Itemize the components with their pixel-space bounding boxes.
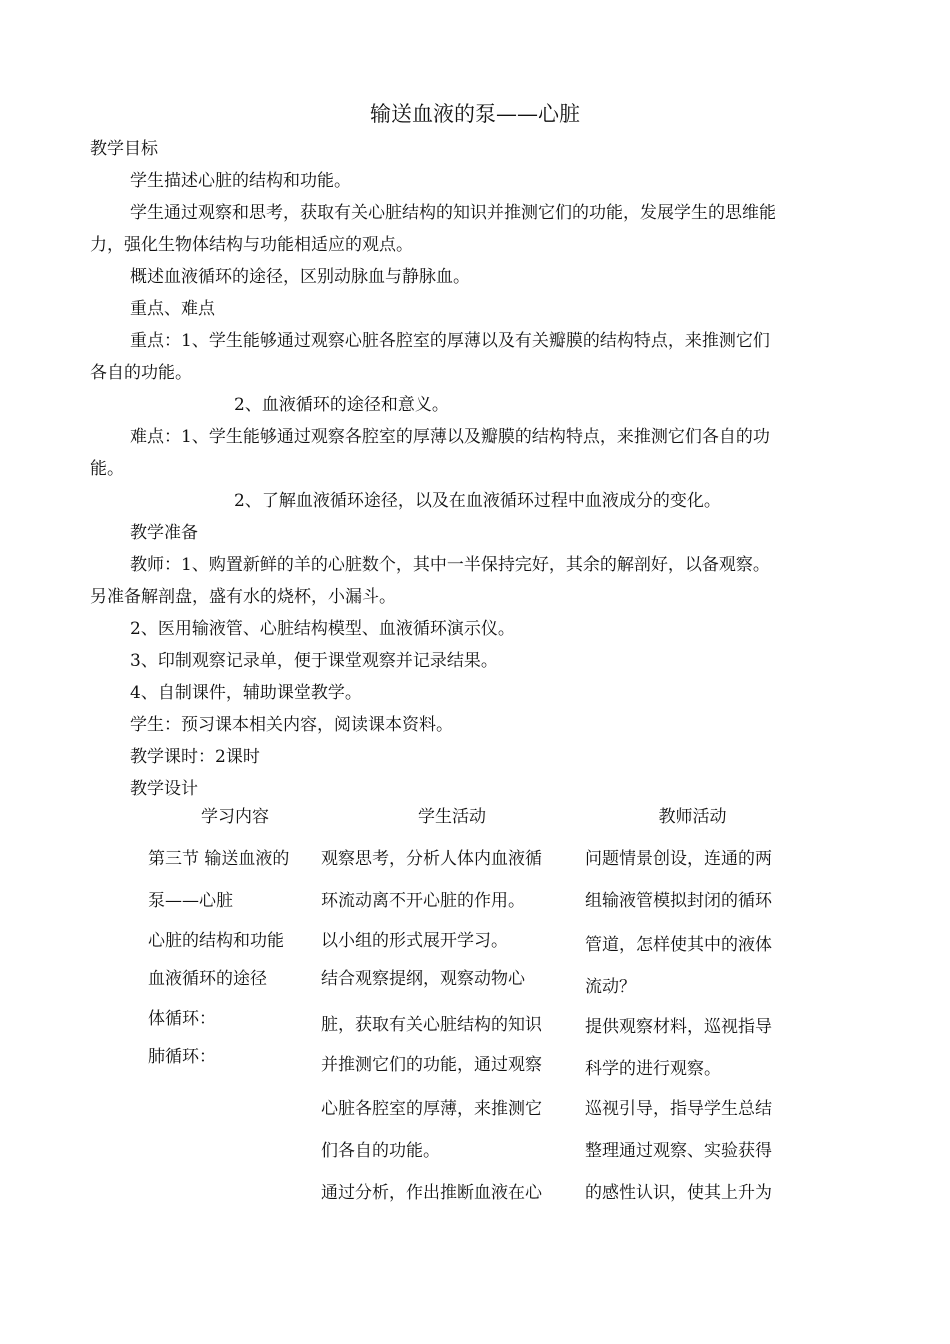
paragraph: 另准备解剖盘，盛有水的烧杯，小漏斗。 xyxy=(90,587,396,607)
table-cell-line: 以小组的形式展开学习。 xyxy=(321,931,508,951)
table-header-teacher: 教师活动 xyxy=(658,807,727,827)
table-cell-line: 环流动离不开心脏的作用。 xyxy=(321,891,525,911)
paragraph: 重点：1、学生能够通过观察心脏各腔室的厚薄以及有关瓣膜的结构特点，来推测它们 xyxy=(130,331,770,351)
table-header-student: 学生活动 xyxy=(418,807,486,827)
paragraph: 难点：1、学生能够通过观察各腔室的厚薄以及瓣膜的结构特点，来推测它们各自的功 xyxy=(130,427,770,447)
table-cell-line: 并推测它们的功能，通过观察 xyxy=(321,1055,542,1075)
paragraph: 学生：预习课本相关内容，阅读课本资料。 xyxy=(130,715,453,735)
table-cell-line: 肺循环： xyxy=(148,1047,216,1067)
section-heading-design: 教学设计 xyxy=(130,779,198,799)
paragraph: 力，强化生物体结构与功能相适应的观点。 xyxy=(90,235,413,255)
table-cell-line: 巡视引导，指导学生总结 xyxy=(585,1099,772,1119)
paragraph: 2、血液循环的途径和意义。 xyxy=(234,395,449,415)
table-cell-line: 体循环： xyxy=(148,1009,216,1029)
section-heading-objectives: 教学目标 xyxy=(90,139,158,159)
table-cell-line: 脏，获取有关心脏结构的知识 xyxy=(321,1015,542,1035)
table-cell-line: 们各自的功能。 xyxy=(321,1141,440,1161)
table-cell-line: 流动？ xyxy=(585,977,636,997)
table-cell-line: 泵——心脏 xyxy=(148,891,233,911)
paragraph: 2、医用输液管、心脏结构模型、血液循环演示仪。 xyxy=(130,619,515,639)
table-cell-line: 管道，怎样使其中的液体 xyxy=(585,935,772,955)
paragraph: 2、了解血液循环途径，以及在血液循环过程中血液成分的变化。 xyxy=(234,491,721,511)
table-cell-line: 观察思考，分析人体内血液循 xyxy=(321,849,542,869)
paragraph: 4、自制课件，辅助课堂教学。 xyxy=(130,683,362,703)
table-cell-line: 结合观察提纲，观察动物心 xyxy=(321,969,525,989)
paragraph: 3、印制观察记录单，便于课堂观察并记录结果。 xyxy=(130,651,498,671)
section-heading-keypoints: 重点、难点 xyxy=(130,299,215,319)
table-cell-line: 血液循环的途径 xyxy=(148,969,267,989)
paragraph: 能。 xyxy=(90,459,124,479)
table-header-content: 学习内容 xyxy=(201,807,269,827)
table-cell-line: 科学的进行观察。 xyxy=(585,1059,721,1079)
table-cell-line: 的感性认识，使其上升为 xyxy=(585,1183,772,1203)
table-cell-line: 通过分析，作出推断血液在心 xyxy=(321,1183,542,1203)
table-cell-line: 提供观察材料，巡视指导 xyxy=(585,1017,772,1037)
paragraph: 学生描述心脏的结构和功能。 xyxy=(130,171,351,191)
paragraph: 教师：1、购置新鲜的羊的心脏数个，其中一半保持完好，其余的解剖好，以备观察。 xyxy=(130,555,770,575)
table-cell-line: 心脏的结构和功能 xyxy=(148,931,284,951)
table-cell-line: 第三节 输送血液的 xyxy=(148,849,290,869)
section-heading-preparation: 教学准备 xyxy=(130,523,198,543)
page-title: 输送血液的泵——心脏 xyxy=(370,102,580,126)
paragraph: 学生通过观察和思考，获取有关心脏结构的知识并推测它们的功能，发展学生的思维能 xyxy=(130,203,776,223)
paragraph: 教学课时：2课时 xyxy=(130,747,260,767)
paragraph: 各自的功能。 xyxy=(90,363,192,383)
table-cell-line: 整理通过观察、实验获得 xyxy=(585,1141,772,1161)
table-cell-line: 组输液管模拟封闭的循环 xyxy=(585,891,772,911)
table-cell-line: 问题情景创设，连通的两 xyxy=(585,849,772,869)
paragraph: 概述血液循环的途径，区别动脉血与静脉血。 xyxy=(130,267,470,287)
table-cell-line: 心脏各腔室的厚薄，来推测它 xyxy=(321,1099,542,1119)
